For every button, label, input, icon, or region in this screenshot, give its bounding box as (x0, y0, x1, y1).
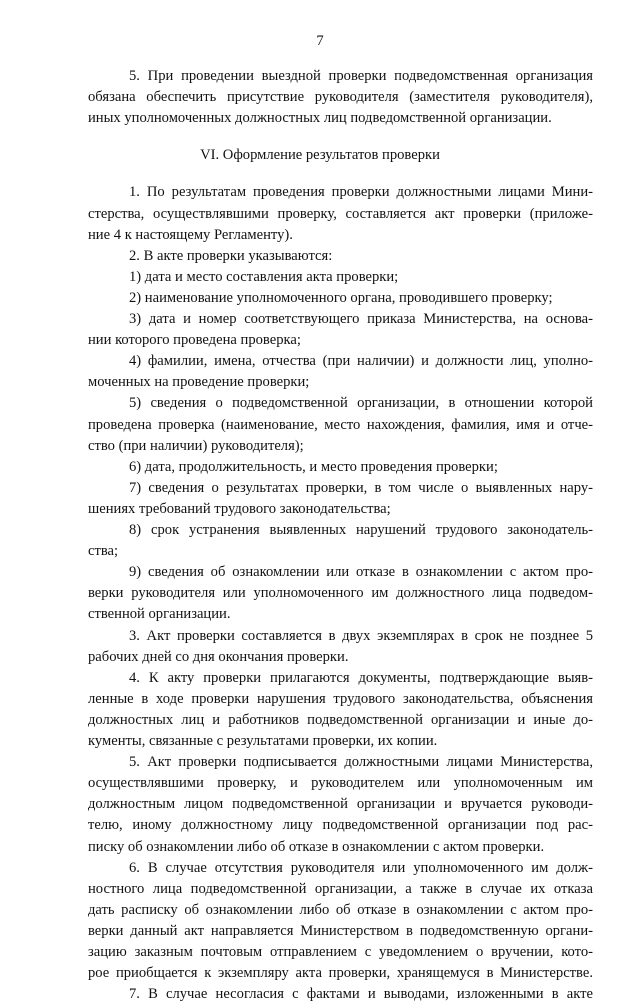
text-line: 9) сведения об ознакомлении или отказе в ознакомлении с актом про- (129, 564, 593, 581)
text-line: 5. При проведении выездной проверки подведомственная организация (129, 68, 593, 84)
text-line: дать расписку об ознакомлении либо об отказе в ознакомлении с актом про- (88, 901, 593, 918)
text-line: 7) сведения о результатах проверки, в том числе о выявленных нару- (129, 479, 593, 496)
text-line: 1. По результатам проведения проверки должностными лицами Мини- (129, 184, 593, 201)
text-line: должностным лицом подведомственной организации и вручается руководи- (88, 796, 593, 813)
page-number: 7 (316, 33, 324, 49)
text-line: 7. В случае несогласия с фактами и выводами, изложенными в акте (129, 986, 593, 1003)
text-line: кументы, связанные с результатами проверки, их копии. (88, 733, 438, 749)
text-line: осуществлявшими проверку, и руководителем или уполномоченным им (88, 775, 593, 792)
text-line: писку об ознакомлении либо об отказе в ознакомлении с актом проверки. (88, 838, 545, 855)
text-line: 5. Акт проверки подписывается должностными лицами Министерства, (129, 754, 593, 771)
text-line: 6) дата, продолжительность, и место проведения проверки; (129, 458, 498, 475)
text-line: шениях требований трудового законодательства; (88, 500, 391, 517)
text-line: ственной организации. (88, 606, 231, 623)
text-line: нии которого проведена проверка; (88, 332, 301, 349)
text-line: ленные в ходе проверки нарушения трудового законодательства, объяснения (88, 690, 593, 707)
text-line: обязана обеспечить присутствие руководителя (заместителя руководителя), (88, 89, 593, 106)
text-line: ностного лица подведомственной организации, а также в случае их отказа (88, 880, 593, 897)
text-line: стерства, осуществлявшими проверку, составляется акт проверки (приложе- (88, 205, 593, 222)
section-heading: VI. Оформление результатов проверки (200, 147, 440, 164)
text-line: 3. Акт проверки составляется в двух экземплярах в срок не позднее 5 (129, 627, 593, 644)
text-line: 3) дата и номер соответствующего приказа Министерства, на основа- (129, 311, 593, 327)
text-line: верки руководителя или уполномоченного им должностного лица подведом- (88, 585, 593, 602)
text-line: 6. В случае отсутствия руководителя или уполномоченного им долж- (129, 859, 593, 876)
text-line: верки данный акт направляется Министерством в подведомственную органи- (88, 922, 593, 939)
text-line: иных уполномоченных должностных лиц подведомственной организации. (88, 110, 552, 127)
text-line: 2) наименование уполномоченного органа, проводившего проверку; (129, 289, 553, 306)
text-line: 4. К акту проверки прилагаются документы, подтверждающие выяв- (129, 669, 593, 686)
text-line: проведена проверка (наименование, место нахождения, фамилия, имя и отче- (88, 416, 593, 433)
text-line: рабочих дней со дня окончания проверки. (88, 648, 349, 665)
text-line: зацию заказным почтовым отправлением с уведомлением о вручении, кото- (88, 944, 593, 960)
text-line: телю, иному должностному лицу подведомственной организации под рас- (88, 817, 593, 834)
text-line: ние 4 к настоящему Регламенту). (88, 226, 293, 243)
text-line: должностных лиц и работников подведомственной организации и иные до- (88, 711, 593, 728)
text-line: 2. В акте проверки указываются: (129, 247, 333, 264)
text-line: 1) дата и место составления акта проверки; (129, 268, 399, 285)
text-line: ство (при наличии) руководителя); (88, 437, 304, 454)
text-line: ства; (88, 543, 119, 560)
text-line: 8) срок устранения выявленных нарушений трудового законодатель- (129, 522, 593, 538)
text-line: моченных на проведение проверки; (88, 374, 310, 391)
text-line: 5) сведения о подведомственной организации, в отношении которой (129, 395, 593, 412)
text-line: 4) фамилии, имена, отчества (при наличии) и должности лиц, уполно- (129, 353, 593, 370)
text-line: рое приобщается к экземпляру акта проверки, хранящемуся в Министерстве. (88, 965, 593, 982)
